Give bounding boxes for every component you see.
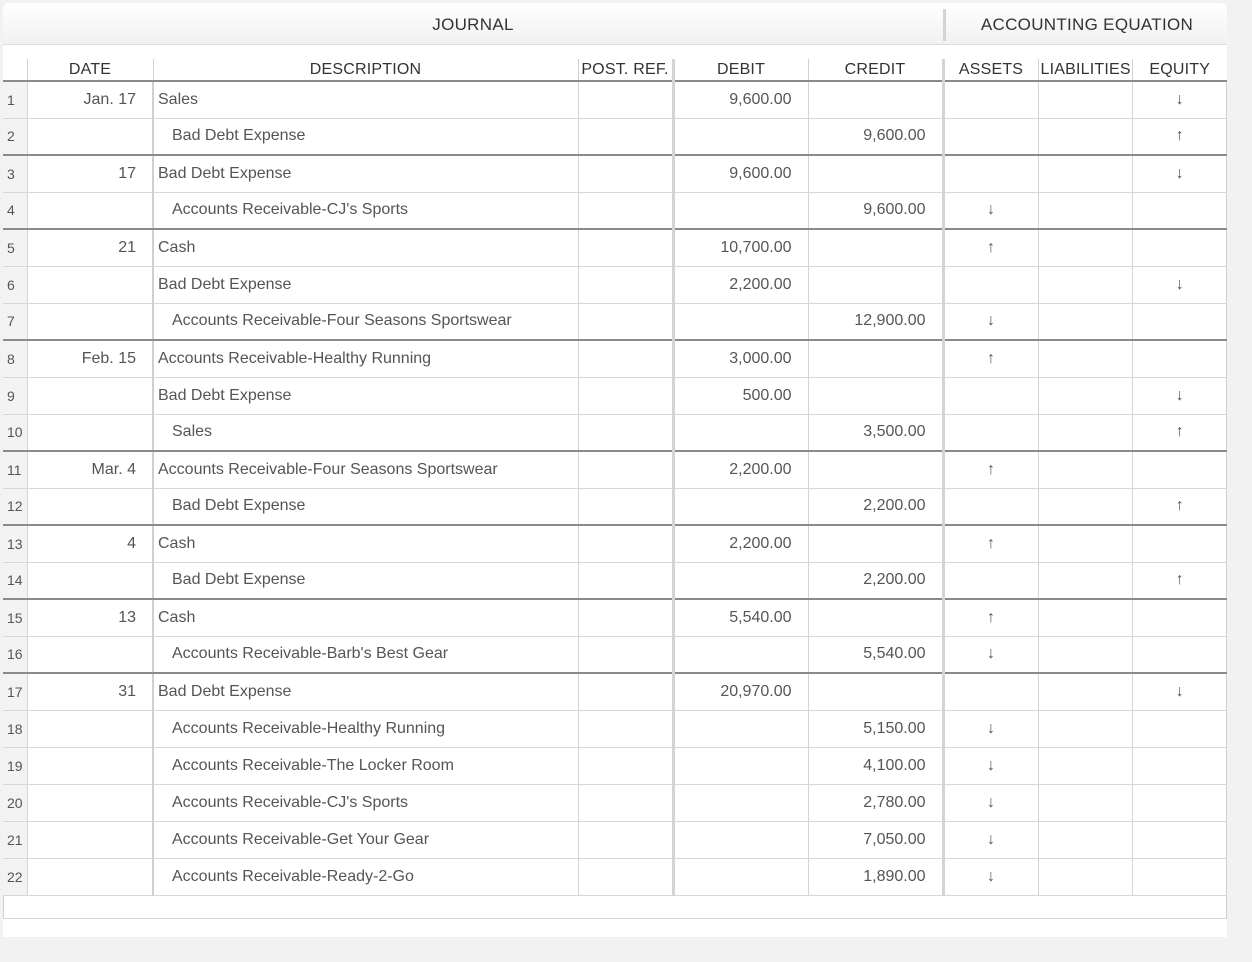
post-ref-cell[interactable] (578, 599, 673, 636)
equity-cell[interactable] (1132, 451, 1227, 488)
equity-cell[interactable] (1132, 192, 1227, 229)
journal-row (3, 821, 1227, 858)
post-ref-cell[interactable] (578, 784, 673, 821)
description-cell[interactable]: Bad Debt Expense (153, 118, 578, 155)
journal-row (3, 229, 1227, 266)
description-cell[interactable]: Accounts Receivable-The Locker Room (153, 747, 578, 784)
date-cell[interactable] (27, 488, 153, 525)
equity-cell[interactable] (1132, 636, 1227, 673)
description-cell[interactable]: Accounts Receivable-Healthy Running (153, 710, 578, 747)
assets-cell[interactable] (943, 118, 1038, 155)
credit-cell[interactable] (808, 599, 943, 636)
credit-cell[interactable]: 9,600.00 (808, 118, 943, 155)
debit-cell[interactable] (673, 118, 808, 155)
post-ref-cell[interactable] (578, 229, 673, 266)
row-number: 21 (3, 821, 27, 858)
date-cell[interactable] (27, 858, 153, 895)
post-ref-column-header: POST. REF. (578, 59, 673, 81)
liabilities-cell[interactable] (1038, 229, 1132, 266)
assets-cell[interactable] (943, 673, 1038, 710)
credit-cell[interactable]: 1,890.00 (808, 858, 943, 895)
liabilities-cell[interactable] (1038, 488, 1132, 525)
credit-cell[interactable]: 5,150.00 (808, 710, 943, 747)
equity-cell[interactable]: ↑ (1132, 562, 1227, 599)
credit-cell[interactable]: 2,780.00 (808, 784, 943, 821)
date-cell[interactable] (27, 118, 153, 155)
journal-row (3, 266, 1227, 303)
row-number: 20 (3, 784, 27, 821)
debit-column-header: DEBIT (673, 59, 808, 81)
debit-cell[interactable] (673, 414, 808, 451)
equity-cell[interactable] (1132, 821, 1227, 858)
debit-cell[interactable] (673, 710, 808, 747)
description-cell[interactable]: Bad Debt Expense (153, 155, 578, 192)
debit-cell[interactable] (673, 821, 808, 858)
liabilities-cell[interactable] (1038, 340, 1132, 377)
liabilities-cell[interactable] (1038, 673, 1132, 710)
description-cell[interactable]: Sales (153, 81, 578, 118)
journal-row (3, 192, 1227, 229)
credit-cell[interactable] (808, 340, 943, 377)
journal-row (3, 673, 1227, 710)
date-cell[interactable] (27, 784, 153, 821)
debit-cell[interactable]: 2,200.00 (673, 451, 808, 488)
date-cell[interactable]: 17 (27, 155, 153, 192)
row-number: 1 (3, 81, 27, 118)
journal-table (3, 59, 1227, 896)
assets-cell[interactable]: ↓ (943, 192, 1038, 229)
post-ref-cell[interactable] (578, 858, 673, 895)
date-cell[interactable]: Mar. 4 (27, 451, 153, 488)
date-cell[interactable] (27, 303, 153, 340)
post-ref-cell[interactable] (578, 266, 673, 303)
description-cell[interactable]: Bad Debt Expense (153, 562, 578, 599)
credit-cell[interactable] (808, 81, 943, 118)
date-cell[interactable]: 4 (27, 525, 153, 562)
equity-cell[interactable]: ↓ (1132, 673, 1227, 710)
date-cell[interactable]: 13 (27, 599, 153, 636)
equity-cell[interactable]: ↑ (1132, 414, 1227, 451)
assets-cell[interactable] (943, 377, 1038, 414)
description-cell[interactable]: Bad Debt Expense (153, 266, 578, 303)
liabilities-cell[interactable] (1038, 710, 1132, 747)
journal-row (3, 525, 1227, 562)
debit-cell[interactable] (673, 303, 808, 340)
liabilities-cell[interactable] (1038, 118, 1132, 155)
row-number-header (3, 59, 27, 81)
description-cell[interactable]: Accounts Receivable-Ready-2-Go (153, 858, 578, 895)
assets-cell[interactable]: ↑ (943, 229, 1038, 266)
journal-row (3, 488, 1227, 525)
date-cell[interactable] (27, 747, 153, 784)
row-number: 17 (3, 673, 27, 710)
date-cell[interactable] (27, 821, 153, 858)
credit-cell[interactable]: 9,600.00 (808, 192, 943, 229)
equity-cell[interactable] (1132, 229, 1227, 266)
row-number: 14 (3, 562, 27, 599)
liabilities-cell[interactable] (1038, 562, 1132, 599)
equity-cell[interactable]: ↓ (1132, 81, 1227, 118)
post-ref-cell[interactable] (578, 377, 673, 414)
title-bar (3, 3, 1227, 45)
date-cell[interactable] (27, 266, 153, 303)
debit-cell[interactable] (673, 488, 808, 525)
credit-cell[interactable] (808, 155, 943, 192)
credit-cell[interactable]: 12,900.00 (808, 303, 943, 340)
liabilities-cell[interactable] (1038, 858, 1132, 895)
date-cell[interactable] (27, 192, 153, 229)
post-ref-cell[interactable] (578, 821, 673, 858)
debit-cell[interactable]: 5,540.00 (673, 599, 808, 636)
debit-cell[interactable] (673, 192, 808, 229)
credit-cell[interactable]: 7,050.00 (808, 821, 943, 858)
post-ref-cell[interactable] (578, 525, 673, 562)
description-cell[interactable]: Cash (153, 599, 578, 636)
liabilities-cell[interactable] (1038, 525, 1132, 562)
table-footer (3, 918, 1227, 937)
journal-row (3, 118, 1227, 155)
debit-cell[interactable] (673, 747, 808, 784)
debit-cell[interactable]: 9,600.00 (673, 155, 808, 192)
journal-row (3, 451, 1227, 488)
post-ref-cell[interactable] (578, 155, 673, 192)
date-cell[interactable]: Feb. 15 (27, 340, 153, 377)
debit-cell[interactable]: 9,600.00 (673, 81, 808, 118)
equity-cell[interactable] (1132, 303, 1227, 340)
row-number: 4 (3, 192, 27, 229)
description-cell[interactable]: Accounts Receivable-Healthy Running (153, 340, 578, 377)
credit-cell[interactable]: 4,100.00 (808, 747, 943, 784)
equity-cell[interactable]: ↓ (1132, 155, 1227, 192)
description-cell[interactable]: Accounts Receivable-CJ's Sports (153, 784, 578, 821)
date-cell[interactable] (27, 710, 153, 747)
journal-row (3, 414, 1227, 451)
equity-column-header: EQUITY (1132, 59, 1227, 81)
date-cell[interactable]: 21 (27, 229, 153, 266)
journal-row (3, 599, 1227, 636)
row-number: 18 (3, 710, 27, 747)
post-ref-cell[interactable] (578, 710, 673, 747)
journal-row (3, 81, 1227, 118)
row-number: 2 (3, 118, 27, 155)
assets-cell[interactable] (943, 562, 1038, 599)
journal-rows (3, 81, 1227, 895)
credit-cell[interactable] (808, 525, 943, 562)
debit-cell[interactable] (673, 858, 808, 895)
column-header-row (3, 59, 1227, 81)
equity-cell[interactable]: ↓ (1132, 377, 1227, 414)
row-number: 3 (3, 155, 27, 192)
equity-cell[interactable]: ↑ (1132, 488, 1227, 525)
post-ref-cell[interactable] (578, 747, 673, 784)
credit-cell[interactable]: 3,500.00 (808, 414, 943, 451)
debit-cell[interactable] (673, 784, 808, 821)
liabilities-cell[interactable] (1038, 784, 1132, 821)
accounting-equation-title: ACCOUNTING EQUATION (980, 15, 1194, 34)
equity-cell[interactable] (1132, 858, 1227, 895)
journal-row (3, 636, 1227, 673)
journal-row (3, 747, 1227, 784)
post-ref-cell[interactable] (578, 303, 673, 340)
debit-cell[interactable]: 10,700.00 (673, 229, 808, 266)
post-ref-cell[interactable] (578, 192, 673, 229)
journal-title: JOURNAL (432, 15, 514, 34)
row-number: 12 (3, 488, 27, 525)
row-number: 8 (3, 340, 27, 377)
credit-cell[interactable]: 5,540.00 (808, 636, 943, 673)
liabilities-cell[interactable] (1038, 81, 1132, 118)
header-spacer (3, 45, 1227, 59)
journal-row (3, 340, 1227, 377)
liabilities-cell[interactable] (1038, 636, 1132, 673)
date-cell[interactable]: 31 (27, 673, 153, 710)
post-ref-cell[interactable] (578, 340, 673, 377)
description-cell[interactable]: Cash (153, 229, 578, 266)
row-number: 10 (3, 414, 27, 451)
debit-cell[interactable] (673, 636, 808, 673)
debit-cell[interactable]: 3,000.00 (673, 340, 808, 377)
description-cell[interactable]: Accounts Receivable-Barb's Best Gear (153, 636, 578, 673)
date-cell[interactable]: Jan. 17 (27, 81, 153, 118)
journal-row (3, 303, 1227, 340)
equity-cell[interactable] (1132, 599, 1227, 636)
journal-row (3, 562, 1227, 599)
assets-cell[interactable]: ↓ (943, 784, 1038, 821)
row-number: 22 (3, 858, 27, 895)
liabilities-cell[interactable] (1038, 303, 1132, 340)
post-ref-cell[interactable] (578, 562, 673, 599)
liabilities-cell[interactable] (1038, 747, 1132, 784)
assets-cell[interactable]: ↓ (943, 747, 1038, 784)
equity-cell[interactable] (1132, 710, 1227, 747)
assets-cell[interactable]: ↑ (943, 451, 1038, 488)
journal-row (3, 710, 1227, 747)
description-cell[interactable]: Accounts Receivable-CJ's Sports (153, 192, 578, 229)
row-number: 15 (3, 599, 27, 636)
liabilities-cell[interactable] (1038, 192, 1132, 229)
liabilities-cell[interactable] (1038, 155, 1132, 192)
credit-cell[interactable]: 2,200.00 (808, 488, 943, 525)
assets-cell[interactable] (943, 81, 1038, 118)
debit-cell[interactable]: 20,970.00 (673, 673, 808, 710)
description-cell[interactable]: Bad Debt Expense (153, 488, 578, 525)
credit-cell[interactable] (808, 673, 943, 710)
debit-cell[interactable]: 500.00 (673, 377, 808, 414)
description-cell[interactable]: Accounts Receivable-Get Your Gear (153, 821, 578, 858)
journal-row (3, 155, 1227, 192)
liabilities-column-header: LIABILITIES (1038, 59, 1132, 81)
credit-cell[interactable] (808, 377, 943, 414)
equity-cell[interactable] (1132, 340, 1227, 377)
description-column-header: DESCRIPTION (153, 59, 578, 81)
credit-cell[interactable] (808, 266, 943, 303)
post-ref-cell[interactable] (578, 81, 673, 118)
description-cell[interactable]: Accounts Receivable-Four Seasons Sportswear (153, 303, 578, 340)
description-cell[interactable]: Accounts Receivable-Four Seasons Sportswear (153, 451, 578, 488)
assets-cell[interactable] (943, 414, 1038, 451)
row-number: 5 (3, 229, 27, 266)
title-divider (943, 9, 946, 41)
credit-column-header: CREDIT (808, 59, 943, 81)
post-ref-cell[interactable] (578, 673, 673, 710)
liabilities-cell[interactable] (1038, 821, 1132, 858)
journal-row (3, 858, 1227, 895)
liabilities-cell[interactable] (1038, 377, 1132, 414)
liabilities-cell[interactable] (1038, 599, 1132, 636)
liabilities-cell[interactable] (1038, 451, 1132, 488)
assets-column-header: ASSETS (943, 59, 1038, 81)
date-cell[interactable] (27, 377, 153, 414)
row-number: 19 (3, 747, 27, 784)
date-cell[interactable] (27, 636, 153, 673)
assets-cell[interactable]: ↓ (943, 821, 1038, 858)
debit-cell[interactable] (673, 562, 808, 599)
journal-row (3, 784, 1227, 821)
assets-cell[interactable]: ↓ (943, 858, 1038, 895)
equity-cell[interactable] (1132, 525, 1227, 562)
row-number: 7 (3, 303, 27, 340)
row-number: 13 (3, 525, 27, 562)
post-ref-cell[interactable] (578, 636, 673, 673)
post-ref-cell[interactable] (578, 414, 673, 451)
post-ref-cell[interactable] (578, 488, 673, 525)
debit-cell[interactable]: 2,200.00 (673, 266, 808, 303)
description-cell[interactable]: Sales (153, 414, 578, 451)
assets-cell[interactable] (943, 266, 1038, 303)
assets-cell[interactable]: ↑ (943, 599, 1038, 636)
credit-cell[interactable]: 2,200.00 (808, 562, 943, 599)
post-ref-cell[interactable] (578, 118, 673, 155)
assets-cell[interactable]: ↓ (943, 710, 1038, 747)
credit-cell[interactable] (808, 451, 943, 488)
liabilities-cell[interactable] (1038, 266, 1132, 303)
description-cell[interactable]: Bad Debt Expense (153, 673, 578, 710)
date-column-header: DATE (27, 59, 153, 81)
debit-cell[interactable]: 2,200.00 (673, 525, 808, 562)
date-cell[interactable] (27, 414, 153, 451)
credit-cell[interactable] (808, 229, 943, 266)
journal-row (3, 377, 1227, 414)
row-number: 9 (3, 377, 27, 414)
date-cell[interactable] (27, 562, 153, 599)
post-ref-cell[interactable] (578, 451, 673, 488)
equity-cell[interactable] (1132, 784, 1227, 821)
liabilities-cell[interactable] (1038, 414, 1132, 451)
description-cell[interactable]: Bad Debt Expense (153, 377, 578, 414)
equity-cell[interactable] (1132, 747, 1227, 784)
description-cell[interactable]: Cash (153, 525, 578, 562)
row-number: 11 (3, 451, 27, 488)
assets-cell[interactable]: ↑ (943, 525, 1038, 562)
equity-cell[interactable]: ↓ (1132, 266, 1227, 303)
assets-cell[interactable]: ↑ (943, 340, 1038, 377)
equity-cell[interactable]: ↑ (1132, 118, 1227, 155)
assets-cell[interactable]: ↓ (943, 636, 1038, 673)
assets-cell[interactable] (943, 488, 1038, 525)
row-number: 6 (3, 266, 27, 303)
assets-cell[interactable]: ↓ (943, 303, 1038, 340)
row-number: 16 (3, 636, 27, 673)
assets-cell[interactable] (943, 155, 1038, 192)
